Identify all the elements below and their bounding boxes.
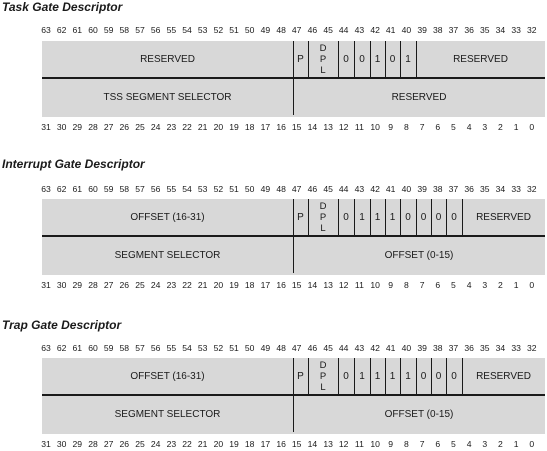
- bit-number-label: 43: [354, 184, 365, 194]
- bit-number-label: 13: [323, 280, 333, 290]
- bit-number-label: 32: [527, 25, 537, 35]
- task-gate-title: Task Gate Descriptor: [2, 0, 123, 14]
- reserved-field: RESERVED: [476, 370, 531, 382]
- bit-number-label: 0: [529, 439, 535, 449]
- type-bit-42: 1: [374, 370, 381, 382]
- bit-number-label: 47: [291, 25, 302, 35]
- dpl-letter-d: D: [319, 42, 327, 54]
- bit-number-label: 10: [370, 280, 380, 290]
- dpl-letter-l: L: [320, 222, 326, 234]
- dpl-letter-p: P: [319, 370, 327, 382]
- bit-number-label: 19: [229, 122, 239, 132]
- type-bit-44: 0: [343, 370, 349, 382]
- type-bit-40: 1: [405, 53, 411, 65]
- reserved-field: RESERVED: [140, 53, 195, 65]
- bit-number-label: 18: [244, 122, 255, 132]
- bit-number-label: 56: [150, 25, 161, 35]
- bit-number-label: 30: [56, 122, 67, 132]
- type-bit-43: 1: [359, 370, 365, 382]
- dpl-field: [308, 358, 338, 394]
- segment-selector-field: SEGMENT SELECTOR: [114, 249, 221, 261]
- bit-number-label: 15: [291, 439, 302, 449]
- bit-number-label: 38: [433, 184, 443, 194]
- bit-number-label: 37: [448, 184, 459, 194]
- task-gate-lower-dword: [42, 79, 545, 115]
- bit-number-label: 22: [182, 439, 192, 449]
- bit-number-label: 23: [166, 280, 177, 290]
- type-bit-42: 1: [374, 53, 381, 65]
- bit-number-label: 48: [276, 343, 286, 353]
- bit-number-label: 59: [103, 343, 114, 353]
- bit-number-label: 46: [307, 25, 318, 35]
- bit-number-label: 60: [88, 343, 98, 353]
- bit-number-label: 8: [404, 280, 409, 290]
- bit-number-label: 35: [480, 343, 490, 353]
- bit-number-label: 24: [150, 280, 161, 290]
- bit-number-label: 25: [135, 439, 145, 449]
- bit-number-label: 3: [482, 439, 488, 449]
- bit-number-label: 63: [41, 343, 51, 353]
- bit-number-label: 51: [229, 343, 239, 353]
- bit-number-label: 37: [448, 343, 459, 353]
- dpl-letter-l: L: [320, 64, 326, 76]
- bit-number-label: 9: [388, 439, 394, 449]
- bit-39: 0: [420, 211, 427, 223]
- bit-number-label: 20: [213, 122, 224, 132]
- bit-number-label: 41: [385, 184, 396, 194]
- bit-number-label: 27: [103, 439, 114, 449]
- bit-number-label: 49: [260, 343, 271, 353]
- bit-number-label: 17: [260, 280, 271, 290]
- bit-number-label: 41: [385, 25, 396, 35]
- bit-number-label: 11: [354, 439, 364, 449]
- bit-number-label: 19: [229, 280, 239, 290]
- bit-number-label: 30: [56, 280, 67, 290]
- bit-number-label: 54: [182, 184, 192, 194]
- bit-number-label: 23: [166, 439, 177, 449]
- bit-number-label: 63: [41, 25, 51, 35]
- bit-number-label: 36: [464, 343, 474, 353]
- interrupt-gate-diagram: [42, 199, 545, 275]
- bit-number-label: 56: [150, 184, 161, 194]
- bit-number-label: 61: [72, 25, 83, 35]
- bit-number-label: 18: [244, 439, 255, 449]
- bit-number-label: 1: [513, 122, 519, 132]
- bit-number-label: 60: [88, 184, 98, 194]
- bit-number-label: 22: [182, 280, 192, 290]
- bit-number-label: 0: [529, 122, 535, 132]
- bit-number-label: 46: [307, 343, 318, 353]
- bit-number-label: 7: [419, 280, 425, 290]
- bit-number-label: 25: [135, 122, 145, 132]
- bit-number-label: 6: [435, 122, 441, 132]
- bit-number-label: 62: [56, 184, 67, 194]
- bit-number-label: 22: [182, 122, 192, 132]
- bit-number-label: 49: [260, 25, 271, 35]
- bit-number-label: 0: [529, 280, 535, 290]
- bit-number-label: 30: [56, 439, 67, 449]
- bit-number-label: 57: [135, 184, 145, 194]
- bit-number-label: 53: [197, 343, 208, 353]
- bit-number-label: 29: [72, 280, 83, 290]
- bit-number-label: 36: [464, 184, 474, 194]
- bit-number-label: 43: [354, 343, 365, 353]
- dpl-letter-p: P: [319, 53, 327, 65]
- bit-number-label: 52: [213, 25, 224, 35]
- bit-number-label: 50: [244, 184, 255, 194]
- segment-selector-field: SEGMENT SELECTOR: [114, 408, 221, 420]
- bit-number-label: 32: [527, 343, 537, 353]
- bit-number-label: 35: [480, 25, 490, 35]
- bit-number-label: 3: [482, 122, 488, 132]
- bit-number-label: 13: [323, 439, 333, 449]
- type-bit-41: 1: [389, 211, 396, 223]
- dpl-letter-d: D: [319, 200, 327, 212]
- bit-number-label: 15: [291, 280, 302, 290]
- bit-number-label: 47: [291, 343, 302, 353]
- bit-number-label: 4: [466, 122, 472, 132]
- bit-number-label: 53: [197, 25, 208, 35]
- bit-number-label: 44: [338, 343, 349, 353]
- bit-number-label: 26: [119, 439, 130, 449]
- bit-number-label: 21: [197, 280, 208, 290]
- reserved-field: RESERVED: [453, 53, 508, 65]
- bit-number-label: 3: [482, 280, 488, 290]
- bit-number-label: 54: [182, 343, 192, 353]
- offset-high-field: OFFSET (16-31): [130, 211, 205, 223]
- dpl-letter-l: L: [320, 381, 326, 393]
- offset-high-field: OFFSET (16-31): [130, 370, 205, 382]
- bit-number-label: 33: [511, 184, 521, 194]
- bit-38: 0: [435, 211, 442, 223]
- bit-number-label: 55: [166, 25, 177, 35]
- bit-number-label: 13: [323, 122, 333, 132]
- dpl-letter-d: D: [319, 359, 327, 371]
- bit-number-label: 29: [72, 122, 83, 132]
- type-bit-43: 0: [359, 53, 365, 65]
- trap-gate-lower-dword: [42, 396, 545, 432]
- bit-number-label: 28: [88, 439, 98, 449]
- type-bit-41: 0: [389, 53, 396, 65]
- bit-number-label: 21: [197, 439, 208, 449]
- present-bit: P: [297, 211, 304, 223]
- bit-number-label: 42: [370, 25, 380, 35]
- task-gate-upper-dword: [42, 41, 545, 79]
- bit-number-label: 42: [370, 184, 380, 194]
- offset-low-field: OFFSET (0-15): [384, 408, 454, 420]
- bit-number-label: 10: [370, 122, 380, 132]
- bit-number-label: 34: [495, 343, 506, 353]
- bit-number-label: 31: [41, 122, 51, 132]
- bit-number-label: 59: [103, 184, 114, 194]
- type-bit-41: 1: [389, 370, 396, 382]
- bit-number-label: 44: [338, 25, 349, 35]
- bit-number-label: 28: [88, 280, 98, 290]
- bit-number-label: 40: [401, 25, 412, 35]
- bit-number-label: 39: [417, 25, 427, 35]
- bit-number-label: 48: [276, 25, 286, 35]
- type-bit-42: 1: [374, 211, 381, 223]
- bit-number-label: 45: [323, 184, 333, 194]
- trap-gate-upper-dword: [42, 358, 545, 396]
- bit-number-label: 7: [419, 122, 425, 132]
- interrupt-gate-low-bit-numbers: [0, 280, 547, 292]
- bit-number-label: 38: [433, 343, 443, 353]
- bit-number-label: 28: [88, 122, 98, 132]
- bit-number-label: 23: [166, 122, 177, 132]
- trap-gate-high-bit-numbers: [0, 343, 547, 355]
- bit-number-label: 51: [229, 25, 239, 35]
- bit-number-label: 47: [291, 184, 302, 194]
- bit-number-label: 18: [244, 280, 255, 290]
- reserved-field: RESERVED: [391, 91, 447, 103]
- bit-number-label: 2: [498, 280, 503, 290]
- bit-number-label: 52: [213, 343, 224, 353]
- bit-number-label: 9: [388, 280, 394, 290]
- bit-number-label: 52: [213, 184, 224, 194]
- bit-number-label: 34: [495, 25, 506, 35]
- task-gate-high-bit-numbers: [0, 25, 547, 37]
- bit-number-label: 38: [433, 25, 443, 35]
- bit-number-label: 4: [466, 439, 472, 449]
- offset-low-field: OFFSET (0-15): [384, 249, 454, 261]
- interrupt-gate-upper-dword: [42, 199, 545, 237]
- bit-number-label: 51: [229, 184, 239, 194]
- bit-number-label: 33: [511, 25, 521, 35]
- bit-number-label: 6: [435, 280, 441, 290]
- bit-number-label: 54: [182, 25, 192, 35]
- interrupt-gate-high-bit-numbers: [0, 184, 547, 196]
- bit-number-label: 8: [404, 122, 409, 132]
- bit-number-label: 50: [244, 25, 255, 35]
- bit-number-label: 37: [448, 25, 459, 35]
- type-bit-40: 1: [405, 370, 411, 382]
- bit-number-label: 31: [41, 439, 51, 449]
- bit-number-label: 57: [135, 25, 145, 35]
- bit-number-label: 14: [307, 280, 318, 290]
- bit-37: 0: [451, 370, 457, 382]
- bit-number-label: 14: [307, 122, 318, 132]
- bit-number-label: 2: [498, 122, 503, 132]
- bit-number-label: 16: [276, 280, 286, 290]
- type-bit-44: 0: [343, 211, 349, 223]
- bit-number-label: 31: [41, 280, 51, 290]
- trap-gate-low-bit-numbers: [0, 439, 547, 451]
- bit-number-label: 56: [150, 343, 161, 353]
- bit-number-label: 5: [451, 280, 456, 290]
- bit-number-label: 55: [166, 184, 177, 194]
- bit-number-label: 48: [276, 184, 286, 194]
- bit-number-label: 2: [498, 439, 503, 449]
- bit-number-label: 39: [417, 184, 427, 194]
- bit-number-label: 33: [511, 343, 521, 353]
- bit-number-label: 9: [388, 122, 394, 132]
- bit-number-label: 40: [401, 184, 412, 194]
- bit-number-label: 16: [276, 122, 286, 132]
- bit-number-label: 19: [229, 439, 239, 449]
- bit-number-label: 11: [354, 122, 364, 132]
- bit-number-label: 26: [119, 122, 130, 132]
- type-bit-44: 0: [343, 53, 349, 65]
- bit-number-label: 44: [338, 184, 349, 194]
- bit-number-label: 14: [307, 439, 318, 449]
- dpl-field: [308, 199, 338, 235]
- bit-number-label: 10: [370, 439, 380, 449]
- bit-number-label: 4: [466, 280, 472, 290]
- bit-37: 0: [451, 211, 457, 223]
- bit-number-label: 21: [197, 122, 208, 132]
- present-bit: P: [297, 370, 304, 382]
- bit-number-label: 58: [119, 184, 130, 194]
- bit-number-label: 20: [213, 280, 224, 290]
- bit-number-label: 45: [323, 343, 333, 353]
- bit-number-label: 60: [88, 25, 98, 35]
- task-gate-diagram: [42, 41, 545, 117]
- bit-number-label: 11: [354, 280, 364, 290]
- bit-number-label: 55: [166, 343, 177, 353]
- bit-number-label: 45: [323, 25, 333, 35]
- bit-number-label: 6: [435, 439, 441, 449]
- bit-number-label: 63: [41, 184, 51, 194]
- bit-number-label: 53: [197, 184, 208, 194]
- bit-number-label: 62: [56, 343, 67, 353]
- bit-number-label: 1: [513, 280, 519, 290]
- type-bit-43: 1: [359, 211, 365, 223]
- bit-38: 0: [435, 370, 442, 382]
- bit-number-label: 24: [150, 439, 161, 449]
- bit-number-label: 15: [291, 122, 302, 132]
- interrupt-gate-lower-dword: [42, 237, 545, 273]
- bit-number-label: 43: [354, 25, 365, 35]
- bit-number-label: 27: [103, 122, 114, 132]
- dpl-letter-p: P: [319, 211, 327, 223]
- bit-number-label: 12: [338, 280, 349, 290]
- bit-number-label: 27: [103, 280, 114, 290]
- bit-number-label: 57: [135, 343, 145, 353]
- bit-number-label: 1: [513, 439, 519, 449]
- bit-number-label: 49: [260, 184, 271, 194]
- bit-number-label: 12: [338, 439, 349, 449]
- bit-39: 0: [420, 370, 427, 382]
- bit-number-label: 34: [495, 184, 506, 194]
- bit-number-label: 58: [119, 343, 130, 353]
- bit-number-label: 20: [213, 439, 224, 449]
- bit-number-label: 42: [370, 343, 380, 353]
- bit-number-label: 25: [135, 280, 145, 290]
- bit-number-label: 41: [385, 343, 396, 353]
- bit-number-label: 58: [119, 25, 130, 35]
- bit-number-label: 50: [244, 343, 255, 353]
- dpl-field: [308, 41, 338, 77]
- type-bit-40: 0: [405, 211, 411, 223]
- bit-number-label: 61: [72, 184, 83, 194]
- bit-number-label: 8: [404, 439, 409, 449]
- bit-number-label: 59: [103, 25, 114, 35]
- tss-segment-selector-field: TSS SEGMENT SELECTOR: [103, 91, 232, 103]
- bit-number-label: 29: [72, 439, 83, 449]
- bit-number-label: 12: [338, 122, 349, 132]
- bit-number-label: 7: [419, 439, 425, 449]
- interrupt-gate-title: Interrupt Gate Descriptor: [2, 157, 145, 171]
- bit-number-label: 62: [56, 25, 67, 35]
- bit-number-label: 5: [451, 122, 456, 132]
- bit-number-label: 26: [119, 280, 130, 290]
- bit-number-label: 17: [260, 439, 271, 449]
- bit-number-label: 24: [150, 122, 161, 132]
- bit-number-label: 61: [72, 343, 83, 353]
- bit-number-label: 16: [276, 439, 286, 449]
- bit-number-label: 36: [464, 25, 474, 35]
- reserved-field: RESERVED: [476, 211, 531, 223]
- bit-number-label: 35: [480, 184, 490, 194]
- bit-number-label: 32: [527, 184, 537, 194]
- bit-number-label: 40: [401, 343, 412, 353]
- trap-gate-diagram: [42, 358, 545, 434]
- bit-number-label: 39: [417, 343, 427, 353]
- trap-gate-title: Trap Gate Descriptor: [2, 318, 122, 332]
- bit-number-label: 17: [260, 122, 271, 132]
- present-bit: P: [297, 53, 304, 65]
- bit-number-label: 46: [307, 184, 318, 194]
- task-gate-low-bit-numbers: [0, 122, 547, 134]
- bit-number-label: 5: [451, 439, 456, 449]
